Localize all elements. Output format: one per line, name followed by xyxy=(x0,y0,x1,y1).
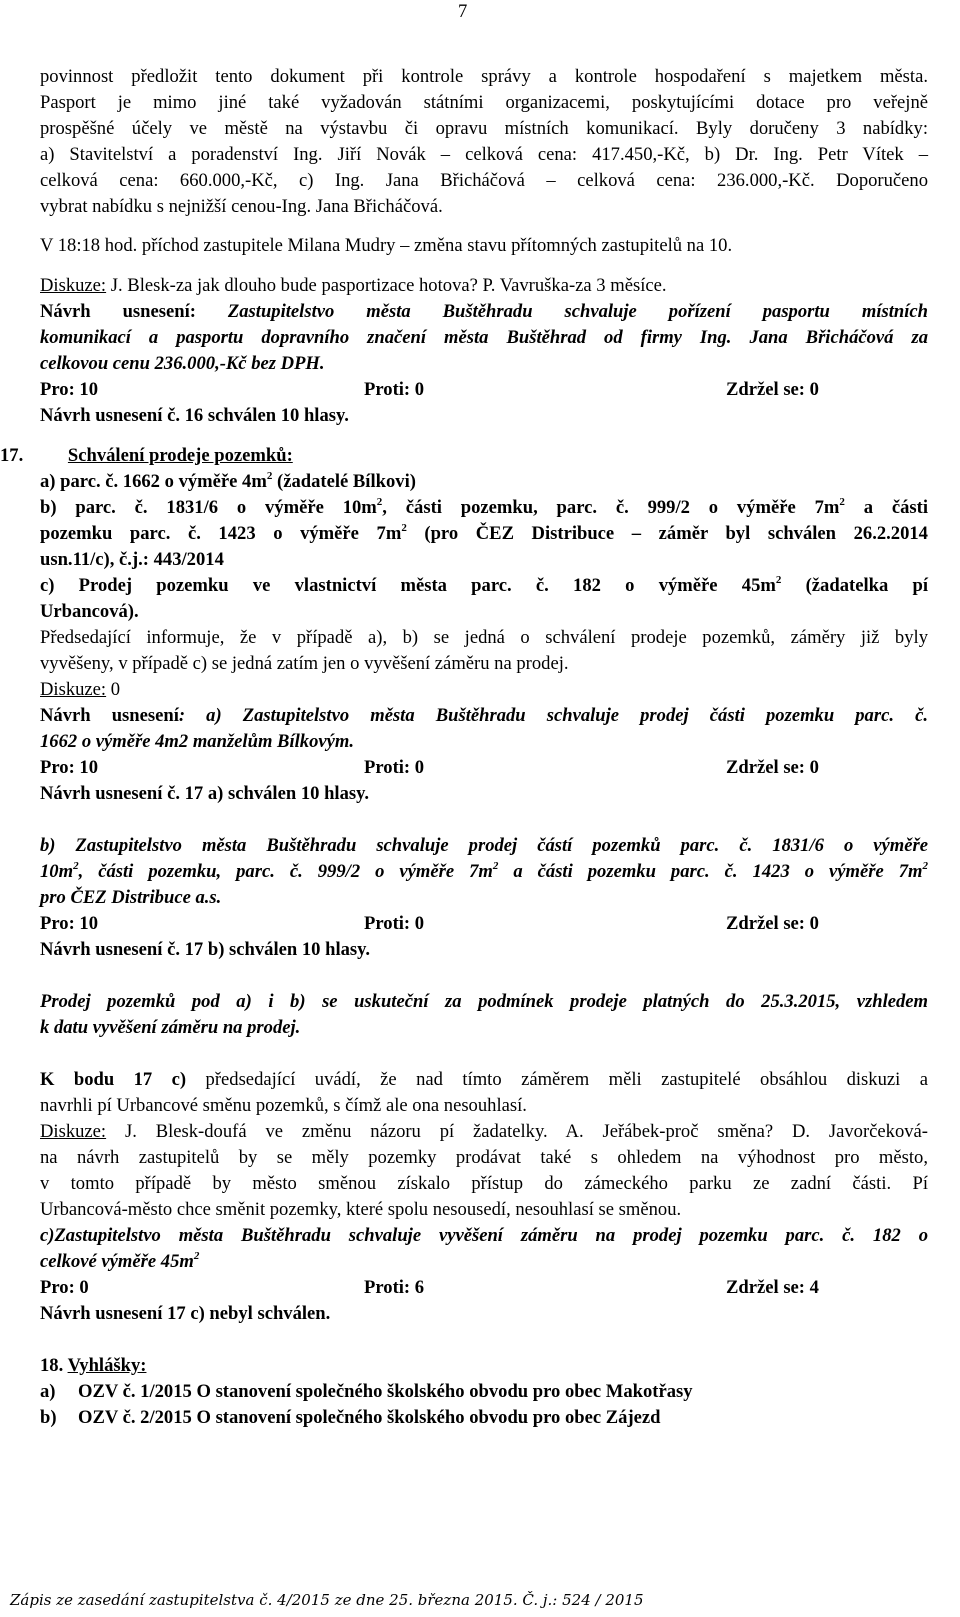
resolution-label: Návrh usnesení: xyxy=(40,301,196,322)
item-17-c: Urbancová). xyxy=(40,601,139,622)
resolution-17c-line: celkové výměře $45m^2$ xyxy=(40,1249,200,1272)
item-17-c: c) Prodej pozemku ve vlastnictví města parc. č. 182 o výměře $45m^2$ (žadatelka pí xyxy=(40,573,928,596)
resolution-16-line: Návrh usnesení: Zastupitelstvo města Buštěhradu schvaluje pořízení pasportu místních xyxy=(40,301,928,322)
resolution-17c-line: c)Zastupitelstvo města Buštěhradu schvaluje vyvěšení záměru na prodej pozemku parc. č. 182 o xyxy=(40,1225,928,1246)
item-18-a: a) OZV č. 1/2015 O stanovení společného školského obvodu pro obec Makotřasy xyxy=(40,1381,693,1402)
item-17-b: pozemku parc. č. 1423 o výměře $7m^2$ (pro ČEZ Distribuce – záměr byl schválen 26.2.2014 xyxy=(40,521,928,544)
text-line: vybrat nabídku s nejnižší cenou-Ing. Jana Břicháčová. xyxy=(40,196,443,217)
resolution-16-line: komunikací a pasportu dopravního značení města Buštěhrad od firmy Ing. Jana Břicháčová za xyxy=(40,327,928,348)
text-line: prospěšné účely ve městě na výstavbu či opravu místních komunikací. Byly doručeny 3 nabídky: xyxy=(40,118,928,139)
discussion-17c: Diskuze: J. Blesk-doufá ve změnu názoru pí žadatelky. A. Jeřábek-proč směna? D. Javorčeková- xyxy=(40,1121,928,1142)
item-18-b: b) OZV č. 2/2015 O stanovení společného školského obvodu pro obec Zájezd xyxy=(40,1407,661,1428)
discussion-17c: v tomto případě by město směnou získalo přístup do zámeckého parku ze zadní části. Pí xyxy=(40,1173,928,1194)
sale-note: Prodej pozemků pod a) i b) se uskuteční za podmínek prodeje platných do 25.3.2015, vzhledem xyxy=(40,991,928,1012)
arrival-note: V 18:18 hod. příchod zastupitele Milana Mudry – změna stavu přítomných zastupitelů na 10. xyxy=(40,235,733,256)
item-18-heading: 18. Vyhlášky: xyxy=(40,1355,147,1376)
resolution-17b-line: $10m^2$, části pozemku, parc. č. 999/2 o výměře $7m^2$ a části pozemku parc. č. 1423 o výměře $7m^2$ xyxy=(40,859,928,882)
item-17-title: Schválení prodeje pozemků: xyxy=(67,445,293,466)
result-17b: Návrh usnesení č. 17 b) schválen 10 hlasy. xyxy=(40,939,371,960)
text-line: Pasport je mimo jiné také vyžadován státními organizacemi, poskytujícími dotace pro veřejně xyxy=(40,92,928,113)
info-17: vyvěšeny, v případě c) se jedná zatím jen o vyvěšení záměru na prodej. xyxy=(40,653,569,674)
item-17-heading: 17. Schválení prodeje pozemků: xyxy=(0,445,293,466)
item-17-b: b) parc. č. 1831/6 o výměře $10m^2$, části pozemku, parc. č. 999/2 o výměře $7m^2$ a části xyxy=(40,495,929,518)
result-16: Návrh usnesení č. 16 schválen 10 hlasy. xyxy=(40,405,349,426)
result-17c: Návrh usnesení 17 c) nebyl schválen. xyxy=(40,1303,331,1324)
resolution-16-line: celkovou cenu 236.000,-Kč bez DPH. xyxy=(40,353,325,374)
resolution-17a-line: 1662 o výměře 4m2 manželům Bílkovým. xyxy=(40,731,354,752)
page-footer: Zápis ze zasedání zastupitelstva č. 4/2015 ze dne 25. března 2015. Č. j.: 524 / 2015 xyxy=(10,1591,644,1609)
kbod-17c: K bodu 17 c) předsedající uvádí, že nad tímto záměrem měli zastupitelé obsáhlou diskuzi a xyxy=(40,1069,928,1090)
discussion-17: Diskuze: 0 xyxy=(40,679,121,700)
sale-note: k datu vyvěšení záměru na prodej. xyxy=(40,1017,301,1038)
resolution-17b-line: b) Zastupitelstvo města Buštěhradu schvaluje prodej částí pozemků parc. č. 1831/6 o výměře xyxy=(40,835,928,856)
vote-zdrzel: Zdržel se: 0 xyxy=(726,379,819,400)
discussion-16: Diskuze: J. Blesk-za jak dlouho bude pasportizace hotova? P. Vavruška-za 3 měsíce. xyxy=(40,275,667,296)
resolution-17a-line: Návrh usnesení: a) Zastupitelstvo města Buštěhradu schvaluje prodej části pozemku parc. č. xyxy=(40,705,928,726)
result-17a: Návrh usnesení č. 17 a) schválen 10 hlasy. xyxy=(40,783,370,804)
vote-pro: Pro: 10 xyxy=(40,379,99,400)
discussion-17c: Urbancová-město chce směnit pozemky, které spolu nesousedí, nesouhlasí se směnou. xyxy=(40,1199,682,1220)
kbod-17c: navrhli pí Urbancové směnu pozemků, s čímž ale ona nesouhlasí. xyxy=(40,1095,527,1116)
item-17-a: a) parc. č. 1662 o výměře $4m^2$ (žadatelé Bílkovi) xyxy=(40,469,416,492)
item-17-b: usn.11/c), č.j.: 443/2014 xyxy=(40,549,224,570)
text-line: povinnost předložit tento dokument při kontrole správy a kontrole hospodaření s majetkem města. xyxy=(40,66,928,87)
info-17: Předsedající informuje, že v případě a), b) se jedná o schválení prodeje pozemků, záměry již byly xyxy=(40,627,928,648)
discussion-label: Diskuze: xyxy=(40,275,107,296)
text-line: a) Stavitelství a poradenství Ing. Jiří Novák – celková cena: 417.450,-Kč, b) Dr. Ing. Petr Vítek – xyxy=(40,144,928,165)
discussion-17c: na návrh zastupitelů by se měly pozemky prodávat také s ohledem na výhodnost pro město, xyxy=(40,1147,928,1168)
item-18-title: Vyhlášky: xyxy=(67,1355,147,1376)
vote-proti: Proti: 0 xyxy=(364,379,425,400)
text-line: celková cena: 660.000,-Kč, c) Ing. Jana Břicháčová – celková cena: 236.000,-Kč. Doporučeno xyxy=(40,170,928,191)
resolution-17b-line: pro ČEZ Distribuce a.s. xyxy=(40,887,222,908)
page-number: 7 xyxy=(458,1,468,22)
